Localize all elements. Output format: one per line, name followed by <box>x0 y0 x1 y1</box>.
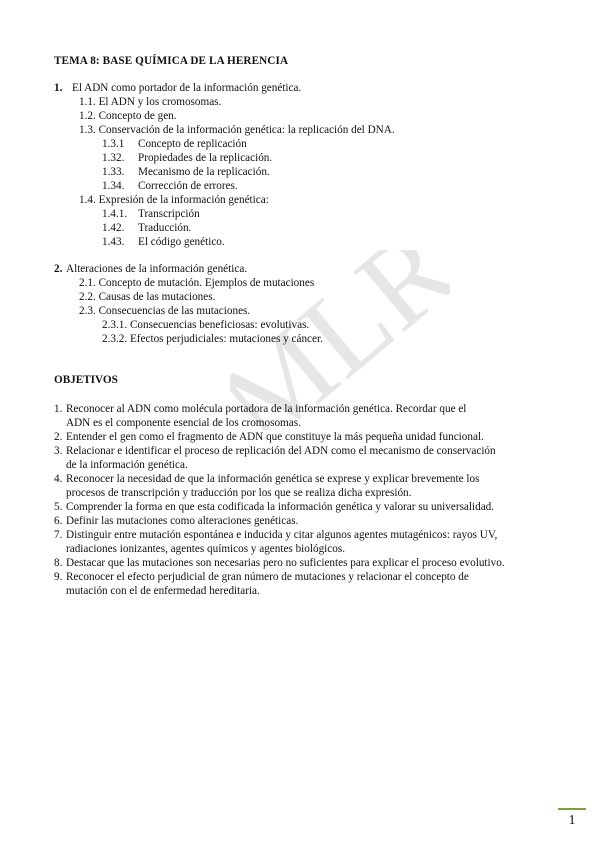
list-item: 2.3.2. Efectos perjudiciales: mutaciones y cáncer. <box>102 333 323 345</box>
objective-text-cont: de la información genética. <box>66 459 188 471</box>
list-item-label: Propiedades de la replicación. <box>138 152 273 164</box>
section-2 <box>54 262 554 346</box>
list-item: 2.2. Causas de las mutaciones. <box>79 291 216 303</box>
objective-item <box>54 514 554 528</box>
objective-item <box>54 402 554 430</box>
objective-number: 1. <box>54 403 63 415</box>
objective-item <box>54 528 554 556</box>
objective-number: 9. <box>54 571 63 583</box>
objective-item <box>54 556 554 570</box>
objective-number: 6. <box>54 515 63 527</box>
objective-text-cont: ADN es el componente esencial de los cromosomas. <box>66 417 301 429</box>
list-item: 1.1. El ADN y los cromosomas. <box>79 96 222 108</box>
list-item <box>54 235 554 249</box>
objective-number: 7. <box>54 529 63 541</box>
list-item <box>54 207 554 221</box>
list-item-number: 1.42. <box>102 222 125 234</box>
list-item-label: Traducción. <box>138 222 192 234</box>
objective-text-cont: mutación con el de enfermedad hereditaria. <box>66 585 260 597</box>
list-item <box>54 137 554 151</box>
list-item <box>54 165 554 179</box>
objective-item <box>54 570 554 598</box>
section-2-heading <box>54 262 554 276</box>
list-item <box>54 179 554 193</box>
objective-text: Reconocer al ADN como molécula portadora de la información genética. Recordar que el <box>66 403 467 415</box>
list-item: 1.3. Conservación de la información genética: la replicación del DNA. <box>79 124 395 136</box>
objective-text-cont: radiaciones ionizantes, agentes químicos y agentes biológicos. <box>66 543 345 555</box>
list-item: 2.1. Concepto de mutación. Ejemplos de mutaciones <box>79 277 315 289</box>
list-item-number: 1.34. <box>102 180 125 192</box>
footer-rule <box>558 808 586 810</box>
list-item-number: 1.32. <box>102 152 125 164</box>
objective-text: Destacar que las mutaciones son necesarias pero no suficientes para explicar el proceso evolutivo. <box>66 557 505 569</box>
list-item: 2.3. Consecuencias de las mutaciones. <box>79 305 251 317</box>
list-item-number: 1.4.1. <box>102 208 128 220</box>
objective-number: 3. <box>54 445 63 457</box>
objectives-heading: OBJETIVOS <box>54 374 118 386</box>
list-item-label: Corrección de errores. <box>138 180 238 192</box>
section-1-label: El ADN como portador de la información genética. <box>72 82 302 94</box>
objective-number: 2. <box>54 431 63 443</box>
list-item: 1.2. Concepto de gen. <box>79 110 177 122</box>
section-1 <box>54 81 554 249</box>
objective-text: Comprender la forma en que esta codificada la información genética y valorar su universalidad. <box>66 501 495 513</box>
objective-text: Entender el gen como el fragmento de ADN que constituye la más pequeña unidad funcional. <box>66 431 484 443</box>
list-item-label: El código genético. <box>138 236 225 248</box>
objective-item <box>54 472 554 500</box>
section-1-number: 1. <box>54 82 63 94</box>
objective-item <box>54 500 554 514</box>
objective-text: Relacionar e identificar el proceso de replicación del ADN como el mecanismo de conservación <box>66 445 496 457</box>
objective-text: Reconocer la necesidad de que la información genética se exprese y explicar brevemente los <box>66 473 480 485</box>
objective-text-cont: procesos de transcripción y traducción por los que se realiza dicha expresión. <box>66 487 412 499</box>
list-item-label: Concepto de replicación <box>138 138 247 150</box>
objective-number: 5. <box>54 501 63 513</box>
objective-item <box>54 430 554 444</box>
list-item: 2.3.1. Consecuencias beneficiosas: evolutivas. <box>102 319 310 331</box>
list-item-number: 1.3.1 <box>102 138 125 150</box>
objective-number: 8. <box>54 557 63 569</box>
section-2-number: 2. <box>54 263 63 275</box>
objective-number: 4. <box>54 473 63 485</box>
list-item-label: Mecanismo de la replicación. <box>138 166 270 178</box>
section-1-heading <box>54 81 554 95</box>
page-title: TEMA 8: BASE QUÍMICA DE LA HERENCIA <box>54 55 289 67</box>
objective-text: Definir las mutaciones como alteraciones genéticas. <box>66 515 299 527</box>
list-item-label: Transcripción <box>138 208 200 220</box>
objective-item <box>54 444 554 472</box>
list-item-number: 1.33. <box>102 166 125 178</box>
objective-text: Distinguir entre mutación espontánea e inducida y citar algunos agentes mutagénicos: rayos UV, <box>66 529 498 541</box>
section-2-label: Alteraciones de la información genética. <box>66 263 248 275</box>
list-item-number: 1.43. <box>102 236 125 248</box>
objective-text: Reconocer el efecto perjudicial de gran número de mutaciones y relacionar el concepto de <box>66 571 469 583</box>
list-item: 1.4. Expresión de la información genética: <box>79 194 269 206</box>
list-item <box>54 151 554 165</box>
watermark-text: MLR <box>230 250 450 430</box>
list-item <box>54 221 554 235</box>
objectives-list <box>54 402 554 598</box>
page-number: 1 <box>568 813 576 828</box>
